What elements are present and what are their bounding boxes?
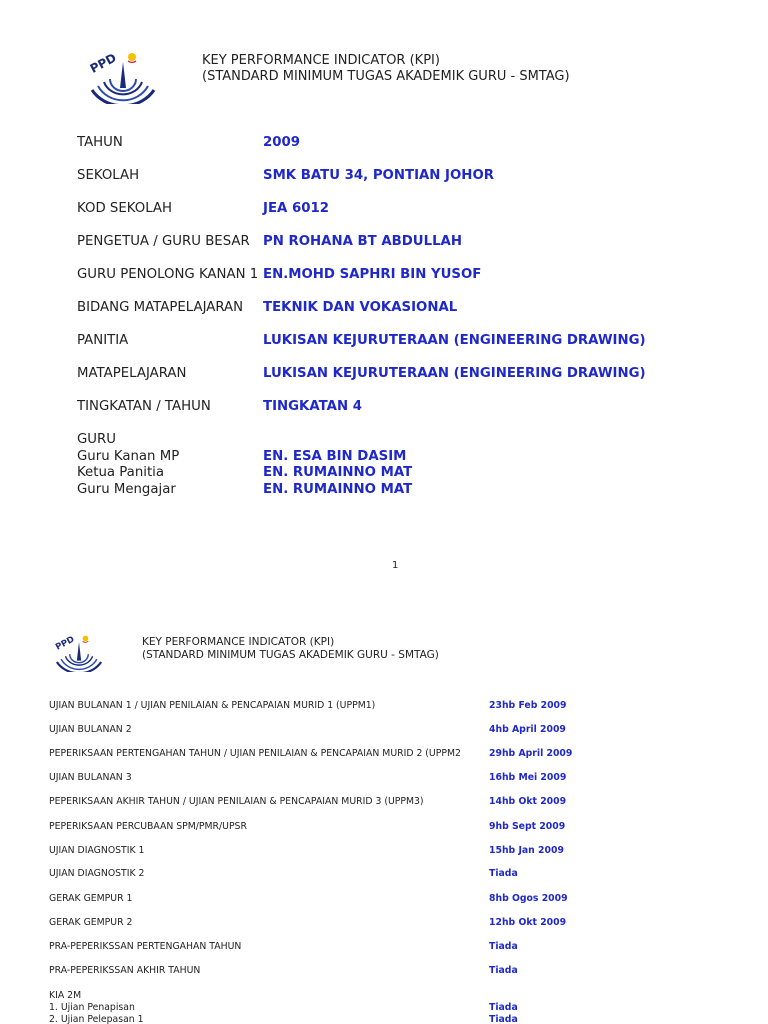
ppd-logo [50, 632, 108, 672]
page2-header [142, 636, 439, 662]
exam-name: PRA-PEPERIKSSAN AKHIR TAHUN [49, 965, 201, 976]
kia-test: 2. Ujian Pelepasan 1 [49, 1014, 144, 1024]
field-value: LUKISAN KEJURUTERAAN (ENGINEERING DRAWING) [263, 366, 646, 381]
guru-name: EN. ESA BIN DASIM [263, 448, 407, 464]
exam-name: UJIAN BULANAN 1 / UJIAN PENILAIAN & PENCAPAIAN MURID 1 (UPPM1) [49, 700, 376, 711]
exam-date: 23hb Feb 2009 [489, 700, 567, 711]
kia-status: Tiada [489, 1002, 518, 1013]
exam-row [49, 795, 729, 808]
kia-test: 1. Ujian Penapisan [49, 1002, 135, 1013]
field-label: GURU PENOLONG KANAN 1 [77, 267, 259, 282]
exam-name: PRA-PEPERIKSSAN PERTENGAHAN TAHUN [49, 941, 242, 952]
exam-name: GERAK GEMPUR 1 [49, 893, 133, 904]
exam-row [49, 916, 729, 929]
field-label: SEKOLAH [77, 168, 140, 183]
page1-header-line2: (STANDARD MINIMUM TUGAS AKADEMIK GURU - SMTAG) [202, 69, 570, 84]
exam-date: 12hb Okt 2009 [489, 917, 567, 928]
field-value: PN ROHANA BT ABDULLAH [263, 234, 462, 249]
field-label: TINGKATAN / TAHUN [77, 399, 211, 414]
guru-role: Guru Kanan MP [77, 448, 180, 464]
field-value: LUKISAN KEJURUTERAAN (ENGINEERING DRAWING) [263, 333, 646, 348]
exam-row [49, 747, 729, 760]
page1-header [202, 53, 570, 85]
svg-text:PPD: PPD [87, 50, 119, 76]
exam-name: UJIAN BULANAN 3 [49, 772, 132, 783]
exam-date: 29hb April 2009 [489, 748, 573, 759]
field-value: JEA 6012 [263, 201, 329, 216]
exam-row [49, 964, 729, 977]
exam-row [49, 892, 729, 905]
exam-date: 9hb Sept 2009 [489, 821, 566, 832]
exam-row [49, 844, 729, 857]
ppd-logo-emblem [84, 48, 162, 104]
exam-row [49, 699, 729, 712]
field-label: MATAPELAJARAN [77, 366, 187, 381]
kia-section [49, 990, 729, 1024]
guru-role: Ketua Panitia [77, 465, 165, 480]
exam-date: 15hb Jan 2009 [489, 845, 564, 856]
field-value: 2009 [263, 135, 301, 150]
field-label: TAHUN [77, 135, 123, 150]
exam-date: 14hb Okt 2009 [489, 796, 567, 807]
page2-header-line1: KEY PERFORMANCE INDICATOR (KPI) [142, 636, 335, 648]
field-value: SMK BATU 34, PONTIAN JOHOR [263, 168, 494, 183]
exam-name: UJIAN DIAGNOSTIK 2 [49, 868, 145, 879]
field-value: EN.MOHD SAPHRI BIN YUSOF [263, 267, 482, 282]
exam-name: PEPERIKSAAN AKHIR TAHUN / UJIAN PENILAIAN & PENCAPAIAN MURID 3 (UPPM3) [49, 796, 424, 807]
guru-name: EN. RUMAINNO MAT [263, 481, 413, 497]
exam-row [49, 820, 729, 833]
kia-row [49, 1002, 729, 1014]
kia-row [49, 1014, 729, 1024]
field-value: TEKNIK DAN VOKASIONAL [263, 300, 458, 315]
field-label: KOD SEKOLAH [77, 201, 173, 216]
page1-header-line1: KEY PERFORMANCE INDICATOR (KPI) [202, 53, 440, 68]
field-label: PANITIA [77, 333, 129, 348]
exam-row [49, 867, 729, 880]
ppd-logo-emblem [50, 632, 108, 672]
exam-date: Tiada [489, 965, 518, 976]
exam-name: GERAK GEMPUR 2 [49, 917, 133, 928]
exam-name: UJIAN BULANAN 2 [49, 724, 132, 735]
exam-name: PEPERIKSAAN PERCUBAAN SPM/PMR/UPSR [49, 821, 247, 832]
exam-date: 4hb April 2009 [489, 724, 566, 735]
kia-status: Tiada [489, 1014, 518, 1024]
exam-row [49, 723, 729, 736]
exam-name: PEPERIKSAAN PERTENGAHAN TAHUN / UJIAN PENILAIAN & PENCAPAIAN MURID 2 (UPPM2 [49, 748, 461, 759]
exam-name: UJIAN DIAGNOSTIK 1 [49, 845, 145, 856]
exam-row [49, 771, 729, 784]
exam-row [49, 940, 729, 953]
field-label: PENGETUA / GURU BESAR [77, 234, 250, 249]
svg-text:PPD: PPD [54, 634, 77, 653]
guru-role: Guru Mengajar [77, 481, 176, 497]
field-value: TINGKATAN 4 [263, 399, 362, 414]
guru-heading: GURU [77, 432, 117, 447]
guru-name: EN. RUMAINNO MAT [263, 465, 413, 480]
exam-date: 16hb Mei 2009 [489, 772, 567, 783]
page2-header-line2: (STANDARD MINIMUM TUGAS AKADEMIK GURU - SMTAG) [142, 649, 439, 661]
page-number: 1 [392, 560, 399, 571]
ppd-logo [84, 48, 162, 104]
exam-date: Tiada [489, 941, 518, 952]
exam-date: 8hb Ogos 2009 [489, 893, 568, 904]
field-label: BIDANG MATAPELAJARAN [77, 300, 244, 315]
kia-heading-line [49, 990, 729, 1002]
exam-date: Tiada [489, 868, 518, 879]
kia-heading: KIA 2M [49, 990, 82, 1001]
